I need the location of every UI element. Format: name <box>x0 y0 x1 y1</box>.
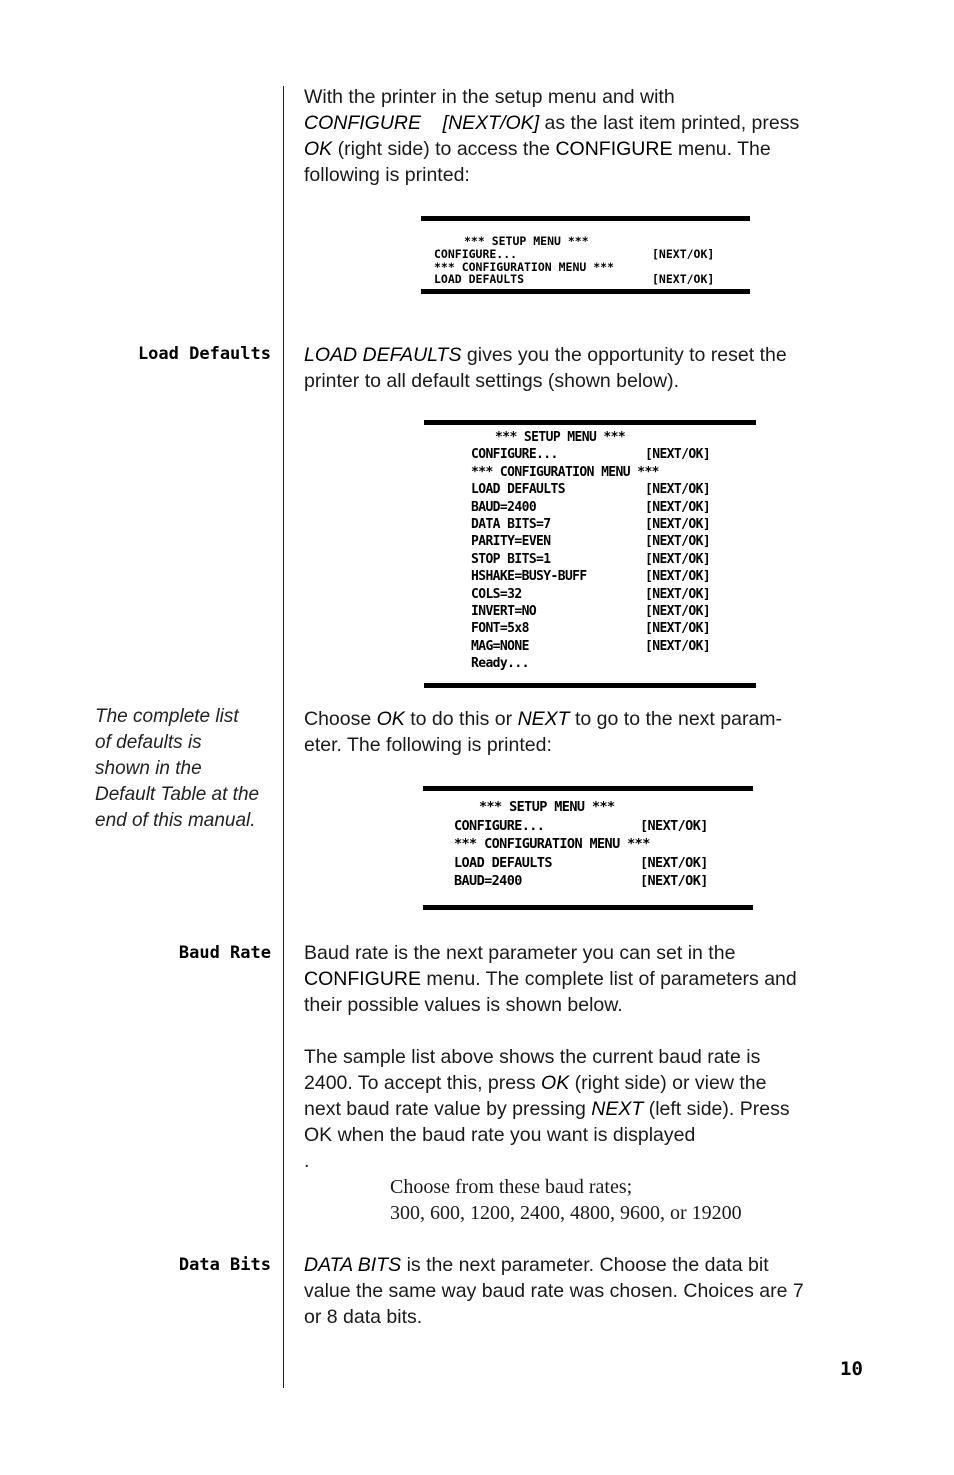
choose-prefix: Choose <box>304 708 377 730</box>
side-note-defaults <box>95 704 283 834</box>
intro-line-3-tail: menu. The <box>672 138 771 160</box>
printout-line <box>454 873 708 890</box>
intro-line-3-mid: (right side) to access the <box>332 138 556 160</box>
printout-line-text: PARITY=EVEN <box>471 534 551 550</box>
baud-p2-line-2-tail: (right side) or view the <box>569 1072 767 1094</box>
data-bits-line-3: or 8 data bits. <box>304 1306 423 1328</box>
printout-line <box>471 657 529 671</box>
choose-paragraph <box>304 706 862 758</box>
printout-line-text: *** SETUP MENU *** <box>495 430 626 445</box>
printout-line-text: STOP BITS=1 <box>471 551 551 567</box>
printout-bottom-bar <box>421 289 750 294</box>
printout-line <box>471 586 711 602</box>
printout-line-action: [NEXT/OK] <box>645 621 711 637</box>
printout-line-action: [NEXT/OK] <box>645 517 711 532</box>
printout-line-action: [NEXT/OK] <box>645 482 711 498</box>
ok-keyword: OK <box>304 138 333 160</box>
configure-keyword: CONFIGURE <box>304 968 421 990</box>
printout-setup-menu-short <box>421 216 750 294</box>
side-note-line: end of this manual. <box>95 810 256 831</box>
printout-line-text: LOAD DEFAULTS <box>471 482 565 498</box>
printout-line <box>495 431 625 445</box>
choose-line-1 <box>304 706 862 732</box>
printout-line <box>479 800 615 814</box>
printout-line-action: [NEXT/OK] <box>652 272 715 287</box>
baud-choices-line-1: Choose from these baud rates; <box>390 1176 633 1198</box>
printout-bottom-bar <box>424 683 756 688</box>
load-defaults-paragraph <box>304 342 862 394</box>
baud-p1-line-2-tail: menu. The complete list of parameters and <box>421 968 797 990</box>
printout-line <box>471 638 711 654</box>
printout-line <box>471 534 711 550</box>
printout-line <box>471 482 711 498</box>
baud-p2-line-3-head: next baud rate value by pressing <box>304 1098 592 1120</box>
printout-line-action: [NEXT/OK] <box>645 499 711 515</box>
baud-p2-line-2-head: 2400. To accept this, press <box>304 1072 542 1094</box>
printout-line-action: [NEXT/OK] <box>645 638 711 654</box>
printout-baud-rate <box>423 786 753 910</box>
baud-rate-paragraph-2 <box>304 1044 862 1226</box>
printout-line-text: CONFIGURE... <box>471 447 558 463</box>
choose-line-1-tail: to go to the next param- <box>569 708 783 730</box>
heading-baud-rate: Baud Rate <box>178 943 271 963</box>
intro-paragraph <box>304 84 862 188</box>
printout-line-text: *** SETUP MENU *** <box>479 799 615 815</box>
printout-line-text: CONFIGURE... <box>434 246 518 261</box>
baud-p2-line-4: OK when the baud rate you want is displayed <box>304 1124 696 1146</box>
printout-line-text: *** CONFIGURATION MENU *** <box>471 464 659 480</box>
intro-line-1: With the printer in the setup menu and with <box>304 86 675 108</box>
printout-line-action: [NEXT/OK] <box>640 854 708 871</box>
baud-p2-line-3-tail: (left side). Press <box>643 1098 790 1120</box>
baud-rate-paragraph-1 <box>304 940 862 1018</box>
baud-p2-line-1: The sample list above shows the current baud rate is <box>304 1046 761 1068</box>
printout-line-text: COLS=32 <box>471 586 522 602</box>
printout-line-action: [NEXT/OK] <box>640 873 708 890</box>
printout-line <box>471 551 711 567</box>
baud-p2-line-2 <box>304 1070 862 1096</box>
side-note-line: The complete list <box>95 706 239 727</box>
load-defaults-line-2: printer to all default settings (shown below). <box>304 370 680 392</box>
data-bits-paragraph <box>304 1252 862 1330</box>
baud-p1-line-2 <box>304 966 862 992</box>
side-note-line: shown in the <box>95 758 202 779</box>
printout-line-text: *** CONFIGURATION MENU *** <box>454 836 650 853</box>
page-number: 10 <box>840 1358 863 1380</box>
printout-line-text: DATA BITS=7 <box>471 517 551 532</box>
printout-line <box>454 817 708 834</box>
baud-p2-dot: . <box>304 1150 310 1172</box>
load-defaults-line-1-tail: gives you the opportunity to reset the <box>461 344 787 366</box>
printout-default-settings <box>424 420 756 688</box>
printout-line-action: [NEXT/OK] <box>645 534 711 550</box>
printout-line-text: LOAD DEFAULTS <box>454 854 552 871</box>
baud-p2-line-3 <box>304 1096 862 1122</box>
side-note-line: of defaults is <box>95 732 202 753</box>
intro-line-2-tail: as the last item printed, press <box>539 112 800 134</box>
intro-line-4: following is printed: <box>304 164 470 186</box>
choose-mid: to do this or <box>404 708 518 730</box>
printout-top-bar <box>423 786 753 791</box>
printout-line <box>471 621 711 637</box>
printout-line-action: [NEXT/OK] <box>652 246 715 261</box>
printout-line-action: [NEXT/OK] <box>640 817 708 834</box>
printout-line-action: [NEXT/OK] <box>645 569 711 585</box>
printout-line <box>471 604 711 619</box>
load-defaults-keyword: LOAD DEFAULTS <box>304 344 462 366</box>
baud-p1-line-1: Baud rate is the next parameter you can set in the <box>304 942 736 964</box>
next-keyword: NEXT <box>517 708 570 730</box>
printout-line-text: BAUD=2400 <box>454 873 522 890</box>
printout-line-text: INVERT=NO <box>471 604 537 619</box>
heading-data-bits: Data Bits <box>178 1255 271 1275</box>
printout-line <box>471 517 711 532</box>
data-bits-line-2: value the same way baud rate was chosen. Choices are 7 <box>304 1280 804 1302</box>
data-bits-keyword: DATA BITS <box>304 1254 402 1276</box>
printout-line-text: *** CONFIGURATION MENU *** <box>434 259 615 274</box>
printout-line-text: CONFIGURE... <box>454 817 545 834</box>
printout-line <box>471 499 711 515</box>
printout-line-text: FONT=5x8 <box>471 621 529 637</box>
printout-line-text: MAG=NONE <box>471 638 529 654</box>
ok-keyword: OK <box>376 708 405 730</box>
data-bits-line-1 <box>304 1252 862 1278</box>
next-keyword: NEXT <box>591 1098 644 1120</box>
heading-load-defaults: Load Defaults <box>137 344 271 364</box>
next-ok-keyword: [NEXT/OK] <box>442 112 540 134</box>
margin-rule <box>283 86 284 1388</box>
baud-p1-line-3: their possible values is shown below. <box>304 994 623 1016</box>
printout-bottom-bar <box>423 905 753 910</box>
printout-line-text: Ready... <box>471 656 529 672</box>
printout-line <box>454 854 708 871</box>
side-note-line: Default Table at the <box>95 784 260 805</box>
configure-keyword: CONFIGURE <box>304 112 421 134</box>
baud-choices-line-2: 300, 600, 1200, 2400, 4800, 9600, or 19200 <box>390 1202 742 1224</box>
printout-line-action: [NEXT/OK] <box>645 604 711 619</box>
configure-menu-keyword: CONFIGURE <box>555 138 673 160</box>
ok-keyword: OK <box>541 1072 570 1094</box>
printout-line-action: [NEXT/OK] <box>645 447 711 463</box>
printout-line-text: HSHAKE=BUSY-BUFF <box>471 569 587 585</box>
intro-line-3 <box>304 136 862 162</box>
printout-top-bar <box>424 420 756 425</box>
data-bits-line-1-tail: is the next parameter. Choose the data bit <box>401 1254 769 1276</box>
printout-line-action: [NEXT/OK] <box>645 551 711 567</box>
printout-line <box>471 447 711 463</box>
printout-line <box>454 837 650 851</box>
printout-line-text: *** SETUP MENU *** <box>464 234 589 248</box>
choose-line-2: eter. The following is printed: <box>304 734 552 756</box>
printout-line-text: LOAD DEFAULTS <box>434 272 525 287</box>
printout-top-bar <box>421 216 750 221</box>
load-defaults-line-1 <box>304 342 862 368</box>
intro-line-2 <box>304 110 862 136</box>
printout-line <box>471 569 711 585</box>
printout-line <box>434 272 715 287</box>
printout-line-action: [NEXT/OK] <box>645 586 711 602</box>
printout-line <box>471 466 659 480</box>
printout-line-text: BAUD=2400 <box>471 499 537 515</box>
